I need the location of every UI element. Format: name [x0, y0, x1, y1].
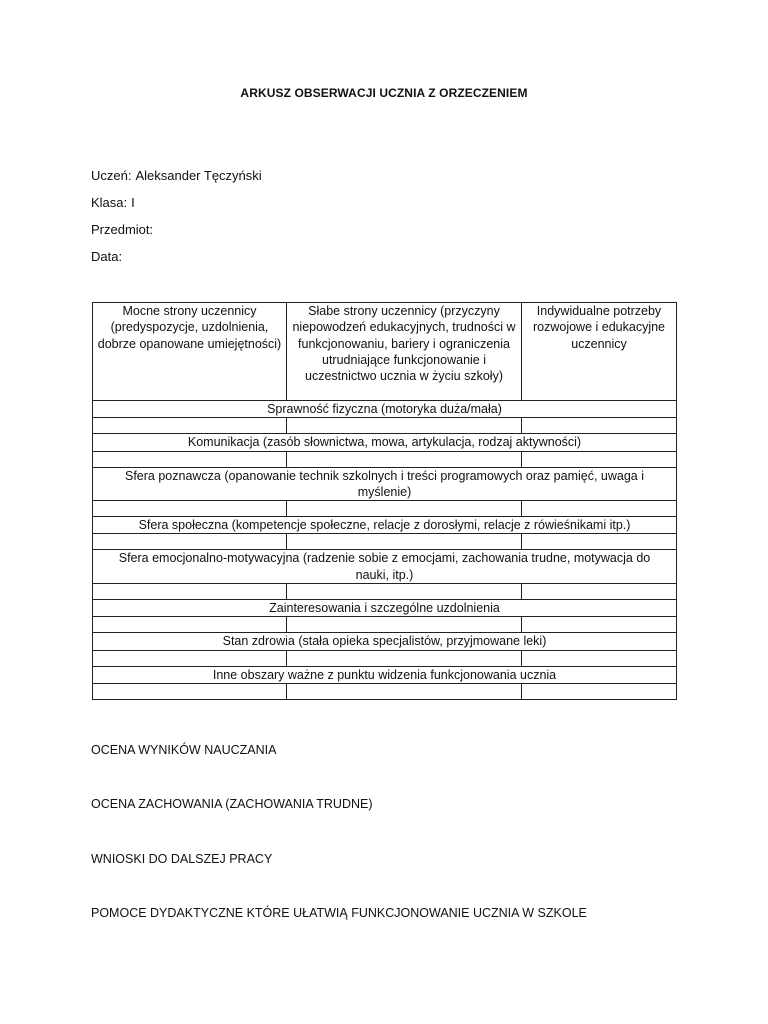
section-label: Stan zdrowia (stała opieka specjalistów, przyjmowane leki) — [93, 633, 677, 650]
header-weaknesses: Słabe strony uczennicy (przyczyny niepowodzeń edukacyjnych, trudności w funkcjonowaniu, bariery i ograniczenia utrudniające funkcjonowanie i uczestnictwo ucznia w życiu szkoły) — [287, 303, 522, 401]
table-cell[interactable] — [287, 617, 522, 633]
table-cell[interactable] — [93, 683, 287, 699]
table-cell[interactable] — [93, 418, 287, 434]
table-cell[interactable] — [287, 534, 522, 550]
table-cell[interactable] — [93, 534, 287, 550]
table-cell[interactable] — [287, 584, 522, 600]
table-cell[interactable] — [522, 683, 677, 699]
table-cell[interactable] — [287, 650, 522, 666]
table-row — [93, 451, 677, 467]
heading-teaching-aids: POMOCE DYDAKTYCZNE KTÓRE UŁATWIĄ FUNKCJONOWANIE UCZNIA W SZKOLE — [91, 906, 587, 920]
table-cell[interactable] — [522, 501, 677, 517]
table-cell[interactable] — [522, 584, 677, 600]
table-cell[interactable] — [522, 451, 677, 467]
student-label: Uczeń: — [91, 168, 132, 183]
date-field — [91, 249, 126, 264]
table-row — [93, 534, 677, 550]
table-cell[interactable] — [93, 617, 287, 633]
section-row-health — [93, 633, 677, 650]
table-cell[interactable] — [287, 451, 522, 467]
header-strengths: Mocne strony uczennicy (predyspozycje, uzdolnienia, dobrze opanowane umiejętności) — [93, 303, 287, 401]
section-row-cognitive — [93, 467, 677, 501]
table-row — [93, 418, 677, 434]
table-cell[interactable] — [93, 501, 287, 517]
table-row — [93, 650, 677, 666]
section-row-emotional — [93, 550, 677, 584]
class-label: Klasa: — [91, 195, 128, 210]
table-cell[interactable] — [287, 418, 522, 434]
table-cell[interactable] — [287, 683, 522, 699]
table-cell[interactable] — [93, 650, 287, 666]
section-label: Inne obszary ważne z punktu widzenia funkcjonowania ucznia — [93, 666, 677, 683]
header-needs: Indywidualne potrzeby rozwojowe i edukacyjne uczennicy — [522, 303, 677, 401]
section-label: Zainteresowania i szczególne uzdolnienia — [93, 600, 677, 617]
student-value: Aleksander Tęczyński — [135, 168, 262, 183]
observation-table — [92, 302, 677, 700]
subject-label: Przedmiot: — [91, 222, 154, 237]
heading-behavior: OCENA ZACHOWANIA (ZACHOWANIA TRUDNE) — [91, 797, 373, 811]
table-row — [93, 584, 677, 600]
section-row-physical — [93, 401, 677, 418]
student-field — [91, 168, 262, 183]
document-title: ARKUSZ OBSERWACJI UCZNIA Z ORZECZENIEM — [240, 86, 528, 100]
table-row — [93, 501, 677, 517]
table-cell[interactable] — [522, 617, 677, 633]
section-row-communication — [93, 434, 677, 451]
table-cell[interactable] — [522, 650, 677, 666]
date-label: Data: — [91, 249, 123, 264]
section-label: Sfera emocjonalno-motywacyjna (radzenie sobie z emocjami, zachowania trudne, motywacja do nauki, itp.) — [93, 550, 677, 584]
table-row — [93, 617, 677, 633]
class-field — [91, 195, 135, 210]
heading-conclusions: WNIOSKI DO DALSZEJ PRACY — [91, 852, 273, 866]
section-row-social — [93, 517, 677, 534]
class-value: I — [131, 195, 135, 210]
table-cell[interactable] — [287, 501, 522, 517]
heading-teaching-results: OCENA WYNIKÓW NAUCZANIA — [91, 743, 277, 757]
section-row-interests — [93, 600, 677, 617]
table-row — [93, 683, 677, 699]
section-label: Komunikacja (zasób słownictwa, mowa, artykulacja, rodzaj aktywności) — [93, 434, 677, 451]
table-cell[interactable] — [93, 451, 287, 467]
section-label: Sfera poznawcza (opanowanie technik szkolnych i treści programowych oraz pamięć, uwaga i myślenie) — [93, 467, 677, 501]
section-row-other — [93, 666, 677, 683]
table-header-row — [93, 303, 677, 401]
table-cell[interactable] — [93, 584, 287, 600]
table-cell[interactable] — [522, 534, 677, 550]
table-cell[interactable] — [522, 418, 677, 434]
section-label: Sfera społeczna (kompetencje społeczne, relacje z dorosłymi, relacje z rówieśnikami itp.) — [93, 517, 677, 534]
subject-field — [91, 222, 157, 237]
section-label: Sprawność fizyczna (motoryka duża/mała) — [93, 401, 677, 418]
